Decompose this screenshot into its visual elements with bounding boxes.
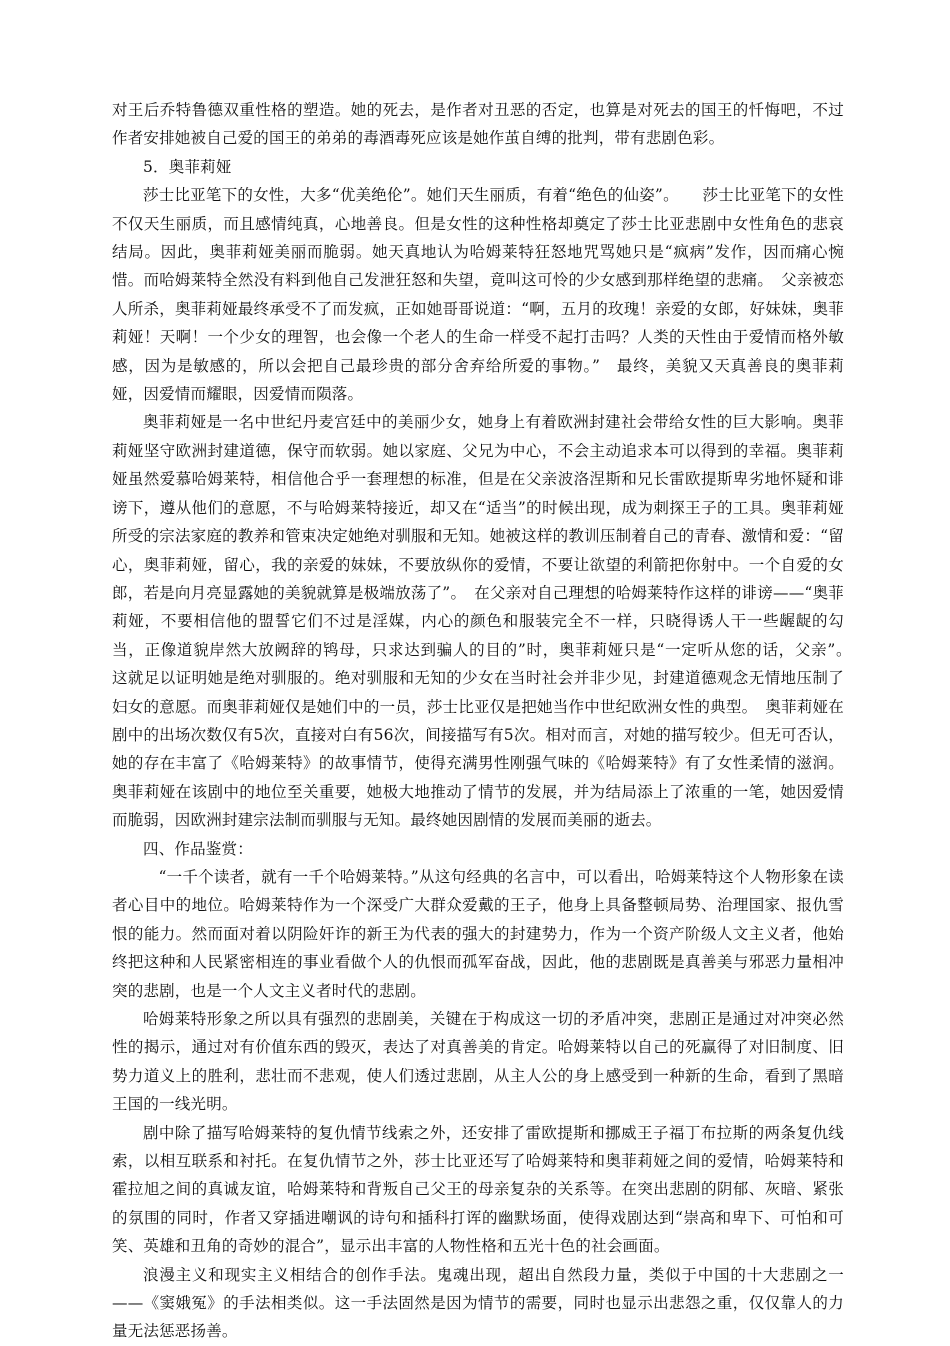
paragraph-queen-gertrude: 对王后乔特鲁德双重性格的塑造。她的死去，是作者对丑恶的否定，也算是对死去的国王的忏悔吧，不过作者安排她被自己爱的国王的弟弟的毒酒毒死应该是她作茧自缚的批判，带有悲剧色彩。 (112, 101, 844, 148)
section-heading-appreciation: 四、作品鉴赏： (143, 839, 253, 858)
paragraph-appreciation-2: 哈姆莱特形象之所以具有强烈的悲剧美，关键在于构成这一切的矛盾冲突，悲剧正是通过对冲突必然性的揭示，通过对有价值东西的毁灭，表达了对真善美的肯定。哈姆莱特以自己的死赢得了对旧制度、旧势力道义上的胜利，悲壮而不悲观，使人们透过悲剧，从主人公的身上感受到一种新的生命，看到了黑暗王国的一线光明。 (112, 1010, 844, 1114)
paragraph-appreciation-4: 浪漫主义和现实主义相结合的创作手法。鬼魂出现，超出自然段力量，类似于中国的十大悲剧之一——《窦娥冤》的手法相类似。这一手法固然是因为情节的需要，同时也显示出悲怨之重，仅仅靠人的力量无法惩恶扬善。 (112, 1265, 844, 1341)
section-heading-ophelia: 5．奥菲莉娅 (143, 157, 232, 176)
paragraph-ophelia-1: 莎士比亚笔下的女性，大多“优美绝伦”。她们天生丽质，有着“绝色的仙姿”。 莎士比亚笔下的女性不仅天生丽质，而且感情纯真，心地善良。但是女性的这种性格却奠定了莎士比亚悲剧中女性角色的悲哀结局。因此，奥菲莉娅美丽而脆弱。她天真地认为哈姆莱特狂怒地咒骂她只是“疯病”发作，因而痛心惋惜。而哈姆莱特全然没有料到他自己发泄狂怒和失望，竟叫这可怜的少女感到那样绝望的悲痛。 父亲被恋人所杀，奥菲莉娅最终承受不了而发疯，正如她哥哥说道：“啊，五月的玫瑰！亲爱的女郎，好妹妹，奥菲莉娅！天啊！一个少女的理智，也会像一个老人的生命一样受不起打击吗？人类的天性由于爱情而格外敏感，因为是敏感的，所以会把自己最珍贵的部分舍弃给所爱的事物。” 最终，美貌又天真善良的奥菲莉娅，因爱情而耀眼，因爱情而陨落。 (112, 186, 844, 404)
paragraph-appreciation-1: “一千个读者，就有一千个哈姆莱特。”从这句经典的名言中，可以看出，哈姆莱特这个人物形象在读者心目中的地位。哈姆莱特作为一个深受广大群众爱戴的王子，他身上具备整顿局势、治理国家、报仇雪恨的能力。然而面对着以阴险奸诈的新王为代表的强大的封建势力，作为一个资产阶级人文主义者，他始终把这种和人民紧密相连的事业看做个人的仇恨而孤军奋战，因此，他的悲剧既是真善美与邪恶力量相冲突的悲剧，也是一个人文主义者时代的悲剧。 (112, 867, 844, 1000)
paragraph-ophelia-2: 奥菲莉娅是一名中世纪丹麦宫廷中的美丽少女，她身上有着欧洲封建社会带给女性的巨大影响。奥菲莉娅坚守欧洲封建道德，保守而软弱。她以家庭、父兄为中心，不会主动追求本可以得到的幸福。奥菲莉娅虽然爱慕哈姆莱特，相信他合乎一套理想的标准，但是在父亲波洛涅斯和兄长雷欧提斯卑劣地怀疑和诽谤下，遵从他们的意愿，不与哈姆莱特接近，却又在“适当”的时候出现，成为刺探王子的工具。奥菲莉娅所受的宗法家庭的教养和管束决定她绝对驯服和无知。她被这样的教训压制着自己的青春、激情和爱：“留心，奥菲莉娅，留心，我的亲爱的妹妹，不要放纵你的爱情，不要让欲望的利箭把你射中。一个自爱的女郎，若是向月亮显露她的美貌就算是极端放荡了”。 在父亲对自己理想的哈姆莱特作这样的诽谤——“奥菲莉娅，不要相信他的盟誓它们不过是淫媒，内心的颜色和服装完全不一样，只晓得诱人干一些龌龊的勾当，正像道貌岸然大放阙辞的鸨母，只求达到骗人的目的”时，奥菲莉娅只是“一定听从您的话，父亲”。 这就足以证明她是绝对驯服的。绝对驯服和无知的少女在当时社会并非少见，封建道德观念无情地压制了妇女的意愿。而奥菲莉娅仅是她们中的一员，莎士比亚仅是把她当作中世纪欧洲女性的典型。 奥菲莉娅在剧中的出场次数仅有5次，直接对白有56次，间接描写有5次。相对而言，对她的描写较少。但无可否认，她的存在丰富了《哈姆莱特》的故事情节，使得充满男性刚强气味的《哈姆莱特》有了女性柔情的滋润。奥菲莉娅在该剧中的地位至关重要，她极大地推动了情节的发展，并为结局添上了浓重的一笔，她因爱情而脆弱，因欧洲封建宗法制而驯服与无知。最终她因剧情的发展而美丽的逝去。 (112, 413, 860, 830)
paragraph-appreciation-3: 剧中除了描写哈姆莱特的复仇情节线索之外，还安排了雷欧提斯和挪威王子福丁布拉斯的两条复仇线索，以相互联系和衬托。在复仇情节之外，莎士比亚还写了哈姆莱特和奥菲莉娅之间的爱情，哈姆莱特和霍拉旭之间的真诚友谊，哈姆莱特和背叛自己父王的母亲复杂的关系等。在突出悲剧的阴郁、灰暗、紧张的氛围的同时，作者又穿插进嘲讽的诗句和插科打诨的幽默场面，使得戏剧达到“崇高和卑下、可怕和可笑、英雄和丑角的奇妙的混合”，显示出丰富的人物性格和五光十色的社会画面。 (112, 1123, 844, 1256)
document-page (112, 96, 860, 1346)
